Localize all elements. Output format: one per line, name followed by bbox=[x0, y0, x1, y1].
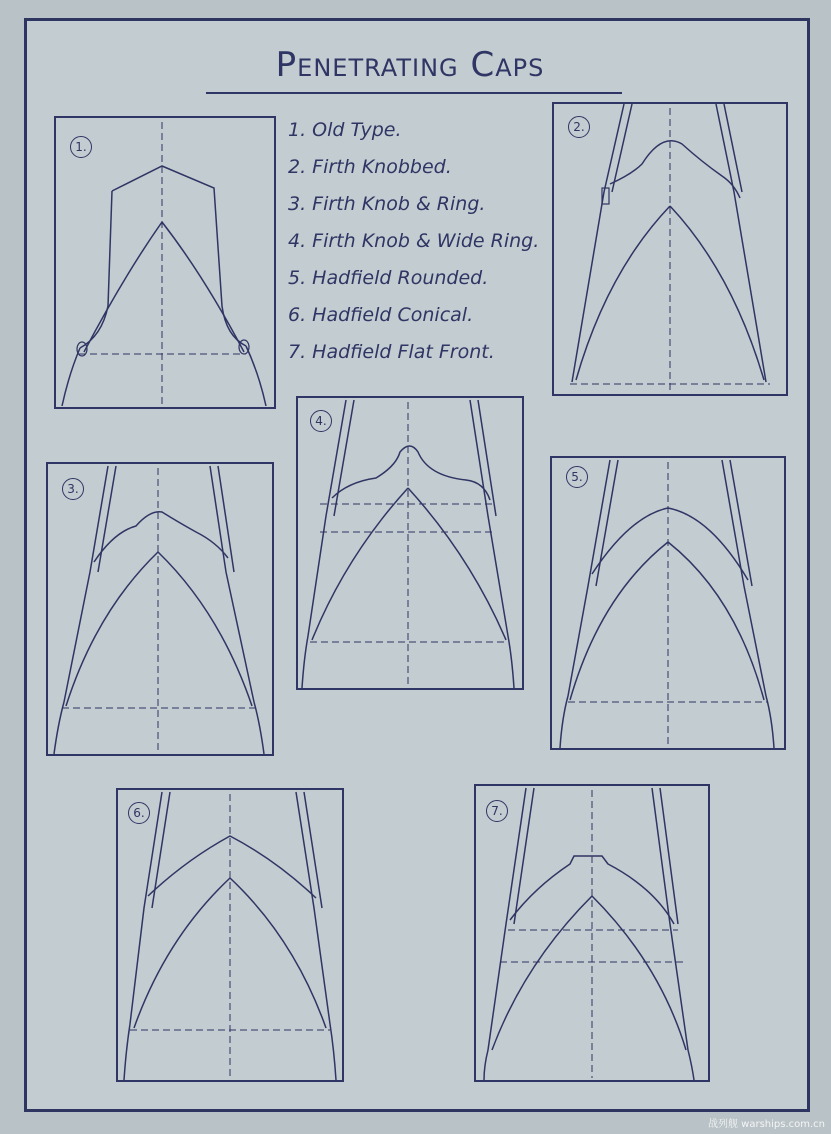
legend-item-2: 2. Firth Knobbed. bbox=[288, 156, 452, 178]
panel-number-3: 3. bbox=[62, 478, 84, 500]
panel-number-2: 2. bbox=[568, 116, 590, 138]
panel-hadfield-flat-front bbox=[474, 784, 710, 1082]
panel-number-1: 1. bbox=[70, 136, 92, 158]
hadfield-flat-front-cap-drawing bbox=[474, 784, 710, 1082]
firth-knobbed-cap-drawing bbox=[552, 102, 788, 396]
panel-old-type bbox=[54, 116, 276, 409]
legend-item-5: 5. Hadfield Rounded. bbox=[288, 267, 489, 289]
panel-number-7: 7. bbox=[486, 800, 508, 822]
panel-firth-knob-and-wide-ring bbox=[296, 396, 524, 690]
panel-number-4: 4. bbox=[310, 410, 332, 432]
legend-item-3: 3. Firth Knob & Ring. bbox=[288, 193, 486, 215]
legend-item-6: 6. Hadfield Conical. bbox=[288, 304, 474, 326]
hadfield-rounded-cap-drawing bbox=[550, 456, 786, 750]
legend-item-4: 4. Firth Knob & Wide Ring. bbox=[288, 230, 540, 252]
title-underline bbox=[206, 92, 622, 94]
panel-hadfield-rounded bbox=[550, 456, 786, 750]
firth-knob-and-wide-ring-cap-drawing bbox=[296, 396, 524, 690]
panel-hadfield-conical bbox=[116, 788, 344, 1082]
legend-item-1: 1. Old Type. bbox=[288, 119, 402, 141]
sheet-title: Penetrating Caps bbox=[275, 45, 545, 85]
panel-firth-knobbed bbox=[552, 102, 788, 396]
firth-knob-and-ring-cap-drawing bbox=[46, 462, 274, 756]
panel-number-6: 6. bbox=[128, 802, 150, 824]
legend bbox=[288, 112, 558, 371]
legend-item-7: 7. Hadfield Flat Front. bbox=[288, 341, 495, 363]
panel-number-5: 5. bbox=[566, 466, 588, 488]
watermark: 战列舰 warships.com.cn bbox=[707, 1119, 825, 1130]
panel-firth-knob-and-ring bbox=[46, 462, 274, 756]
old-type-cap-drawing bbox=[54, 116, 276, 409]
hadfield-conical-cap-drawing bbox=[116, 788, 344, 1082]
